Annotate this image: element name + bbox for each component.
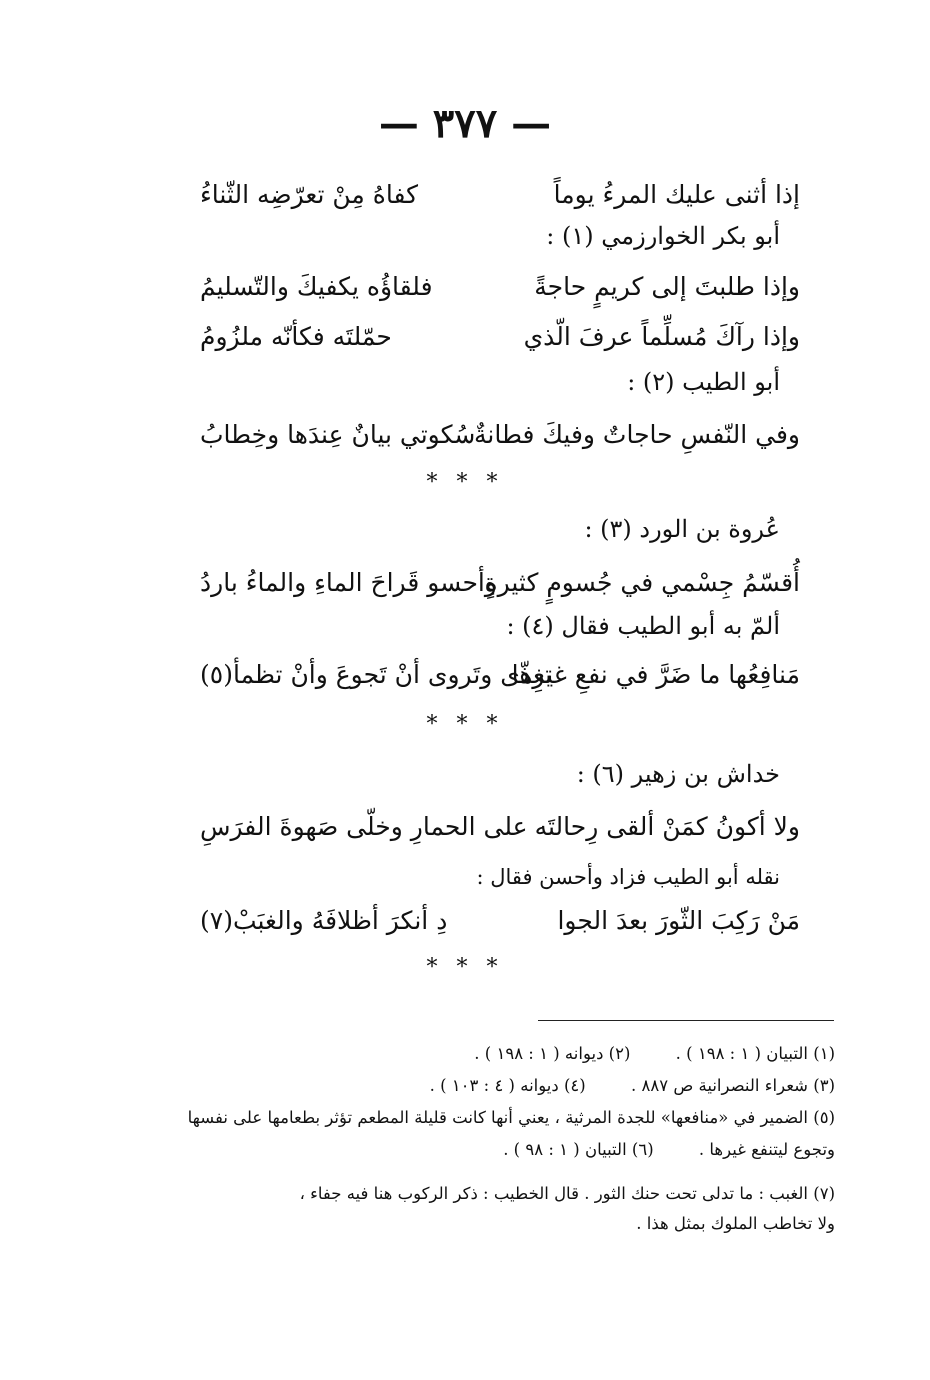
verse-first-hemistich: مَنْ رَكِبَ الثّورَ بعدَ الجوا — [557, 906, 800, 935]
verse-first-hemistich: مَنافِعُها ما ضَرَّ في نفعِ غيرِها — [511, 660, 800, 689]
footnote-5-continuation: وتجوع ليتنفع غيرها . — [698, 1140, 835, 1159]
footnote-7-continuation: ولا تخاطب الملوك بمثل هذا . — [636, 1214, 835, 1233]
verse-first-hemistich: وفي النّفسِ حاجاتٌ وفيكَ فطانةٌ — [473, 420, 800, 449]
verse-second-hemistich: وأحسو قَراحَ الماءِ والماءُ باردُ — [200, 568, 497, 597]
verse-first-hemistich: أُقسّمُ جِسْمي في جُسومٍ كثيرةٍ — [484, 568, 800, 597]
poet-heading: أبو بكر الخوارزمي (١) : — [546, 222, 780, 250]
verse-line — [200, 906, 800, 950]
verse-line — [200, 660, 800, 704]
footnote-7: (٧) الغبب : ما تدلى تحت حنك الثور . قال الخطيب : ذكر الركوب هنا فيه جفاء ، — [299, 1184, 835, 1203]
verse-second-hemistich: كفاهُ مِنْ تعرّضِه الثّناءُ — [200, 180, 418, 209]
footnote-line — [175, 1136, 835, 1163]
verse-line — [200, 180, 800, 224]
footnote-2: (٢) ديوانه ( ١ : ١٩٨ ) . — [474, 1044, 631, 1063]
poet-heading: عُروة بن الورد (٣) : — [584, 515, 780, 543]
verse-line — [200, 420, 800, 464]
poet-heading: أبو الطيب (٢) : — [627, 368, 780, 396]
poet-heading: ألمّ به أبو الطيب فقال (٤) : — [506, 612, 780, 640]
section-divider-stars: * * * — [426, 955, 504, 980]
footnote-4: (٤) ديوانه ( ٤ : ١٠٣ ) . — [429, 1076, 586, 1095]
verse-first-hemistich: ولا أكونُ كمَنْ ألقى رِحالتَه — [534, 812, 800, 841]
verse-line — [200, 272, 800, 316]
verse-first-hemistich: وإذا طلبتَ إلى كريمٍ حاجةً — [534, 272, 800, 301]
footnote-line — [175, 1040, 835, 1067]
section-divider-stars: * * * — [426, 712, 504, 737]
verse-second-hemistich: حمّلتَه فكأنّه ملزُومُ — [200, 322, 392, 351]
footnote-6: (٦) التبيان ( ١ : ٩٨ ) . — [503, 1140, 654, 1159]
verse-second-hemistich: دِ أنكرَ أظلافَهُ والغبَبْ(٧) — [200, 906, 448, 935]
verse-second-hemistich: على الحمارِ وخلّى صَهوةَ الفرَسِ — [200, 812, 528, 841]
verse-second-hemistich: فلقاؤُه يكفيكَ والتّسليمُ — [200, 272, 433, 301]
section-divider-stars: * * * — [426, 470, 504, 495]
verse-first-hemistich: إذا أثنى عليك المرءُ يوماً — [553, 180, 800, 209]
verse-first-hemistich: وإذا رآكَ مُسلِّماً عرفَ الّذي — [523, 322, 800, 351]
verse-line — [200, 812, 800, 856]
footnote-5: (٥) الضمير في «منافعها» للجدة المرثية ، يعني أنها كانت قليلة المطعم تؤثر بطعامها على نفسها — [187, 1108, 835, 1127]
verse-second-hemistich: سُكوتي بيانٌ عِندَها وخِطابُ — [200, 420, 476, 449]
footnote-separator — [538, 1020, 834, 1021]
poet-heading: خداش بن زهير (٦) : — [576, 760, 780, 788]
footnote-line — [175, 1072, 835, 1099]
footnote-1: (١) التبيان ( ١ : ١٩٨ ) . — [675, 1044, 835, 1063]
verse-line — [200, 568, 800, 612]
footnote-3: (٣) شعراء النصرانية ص ٨٨٧ . — [630, 1076, 835, 1095]
verse-line — [200, 322, 800, 366]
page-number: — ٣٧٧ — — [378, 100, 552, 147]
poet-heading: نقله أبو الطيب فزاد وأحسن فقال : — [476, 865, 780, 889]
verse-second-hemistich: تغذّى وتَروى أنْ تَجوعَ وأنْ تظمأ(٥) — [200, 660, 553, 689]
